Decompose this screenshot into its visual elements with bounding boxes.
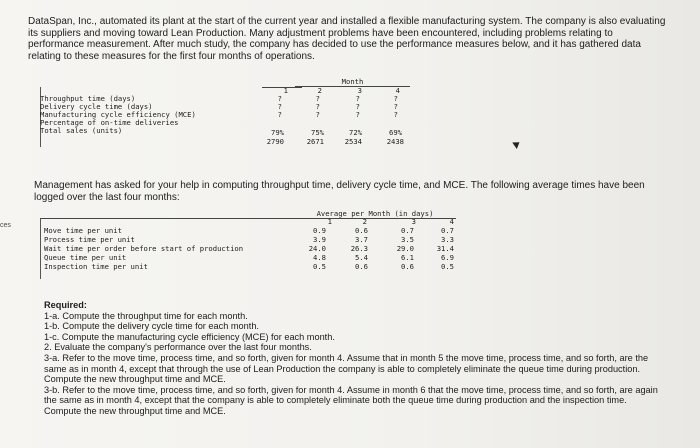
cell: 3.9 bbox=[313, 235, 326, 244]
cell: ? bbox=[393, 110, 398, 119]
cell: 0.5 bbox=[313, 262, 326, 271]
col-header-3: 3 bbox=[357, 86, 362, 95]
cell: ? bbox=[393, 102, 398, 111]
row-label: Process time per unit bbox=[44, 235, 135, 244]
average-header: Average per Month (in days) bbox=[295, 210, 455, 219]
row-label: Inspection time per unit bbox=[44, 262, 148, 271]
col-header-1: 1 bbox=[283, 86, 288, 95]
average-times-table bbox=[40, 208, 460, 284]
intro-paragraph: DataSpan, Inc., automated its plant at the start of the current year and installed a flexible manufacturing system. The company is also evaluating its suppliers and moving toward Lean Production. Many adjustment problems have been encountered, including problems relating to performance measurement. After much study, the company has decided to use the performance measures below, and it has gathered data relating to these measures for the first four months of operations. bbox=[28, 16, 666, 62]
cell: 4.8 bbox=[313, 253, 326, 262]
mouse-cursor-icon bbox=[512, 139, 522, 149]
requirement-2: 2. Evaluate the company's performance over the last four months. bbox=[44, 342, 312, 353]
cell: 6.9 bbox=[441, 253, 454, 262]
cell: 0.6 bbox=[355, 262, 368, 271]
cell: 0.6 bbox=[401, 262, 414, 271]
cell: ? bbox=[355, 102, 360, 111]
cell: 2534 bbox=[344, 137, 362, 146]
cell: ? bbox=[355, 110, 360, 119]
col-header-2: 2 bbox=[317, 86, 322, 95]
table-row bbox=[44, 263, 148, 271]
table-row bbox=[40, 127, 122, 135]
cell: 2438 bbox=[386, 137, 404, 146]
edge-text-fragment: ces bbox=[0, 222, 11, 229]
col-header-3: 3 bbox=[411, 217, 416, 226]
row-label: Total sales (units) bbox=[40, 126, 123, 135]
cell: 3.5 bbox=[401, 235, 414, 244]
requirement-3a: 3-a. Refer to the move time, process time, and so forth, given for month 4. Assume that in month 5 the move time, process time, and so forth, are the same as in month 4, except that through the use of Lean Production the company is able to completely eliminate the queue time during production. Compute the new throughput time and MCE. bbox=[44, 352, 649, 385]
cell: 6.1 bbox=[401, 253, 414, 262]
cell: 0.7 bbox=[441, 226, 454, 235]
cell: 69% bbox=[389, 128, 402, 137]
cell: ? bbox=[315, 110, 320, 119]
table-row bbox=[44, 245, 243, 253]
cell: 3.7 bbox=[355, 235, 368, 244]
row-label: Wait time per order before start of production bbox=[44, 244, 244, 253]
col-header-2: 2 bbox=[362, 217, 367, 226]
cell: ? bbox=[355, 94, 360, 103]
cell: ? bbox=[277, 94, 282, 103]
cell: ? bbox=[277, 102, 282, 111]
cell: 0.9 bbox=[313, 226, 326, 235]
cell: ? bbox=[277, 110, 282, 119]
performance-measures-table bbox=[40, 78, 420, 156]
cell: 26.3 bbox=[350, 244, 368, 253]
cell: 2671 bbox=[306, 137, 324, 146]
row-label: Throughput time (days) bbox=[40, 94, 136, 103]
requirement-1c: 1-c. Compute the manufacturing cycle efficiency (MCE) for each month. bbox=[44, 331, 335, 342]
cell: 79% bbox=[271, 128, 284, 137]
required-section bbox=[44, 300, 664, 417]
table-row bbox=[44, 254, 126, 262]
cell: 3.3 bbox=[441, 235, 454, 244]
cell: 24.0 bbox=[308, 244, 326, 253]
cell: ? bbox=[315, 102, 320, 111]
col-header-4: 4 bbox=[449, 217, 454, 226]
requirement-1a: 1-a. Compute the throughput time for each month. bbox=[44, 310, 248, 321]
row-label: Percentage of on-time deliveries bbox=[40, 118, 179, 127]
col-header-1: 1 bbox=[327, 217, 332, 226]
row-label: Delivery cycle time (days) bbox=[40, 102, 153, 111]
requirement-1b: 1-b. Compute the delivery cycle time for each month. bbox=[44, 321, 259, 332]
month-header: Month bbox=[295, 78, 410, 87]
row-label: Queue time per unit bbox=[44, 253, 127, 262]
management-paragraph: Management has asked for your help in computing throughput time, delivery cycle time, and MCE. The following average times have been logged over the last four months: bbox=[34, 180, 645, 203]
table-row bbox=[44, 236, 135, 244]
cell: ? bbox=[315, 94, 320, 103]
cell: 72% bbox=[349, 128, 362, 137]
row-label: Move time per unit bbox=[44, 226, 122, 235]
cell: 2790 bbox=[266, 137, 284, 146]
required-heading: Required: bbox=[44, 300, 87, 310]
row-label: Manufacturing cycle efficiency (MCE) bbox=[40, 110, 196, 119]
col-header-4: 4 bbox=[395, 86, 400, 95]
cell: 5.4 bbox=[355, 253, 368, 262]
cell: 75% bbox=[311, 128, 324, 137]
cell: 0.5 bbox=[441, 262, 454, 271]
cell: ? bbox=[393, 94, 398, 103]
cell: 0.7 bbox=[401, 226, 414, 235]
cell: 29.0 bbox=[396, 244, 414, 253]
cell: 0.6 bbox=[355, 226, 368, 235]
requirement-3b: 3-b. Refer to the move time, process time, and so forth, given for month 4. Assume in month 6 that the move time, process time, and so forth, are again the same as in month 4, except that the company is able to completely eliminate both the queue time during production and the inspection time. Compute the new throughput time and MCE. bbox=[44, 384, 658, 416]
cell: 31.4 bbox=[436, 244, 454, 253]
table-row bbox=[44, 227, 122, 235]
